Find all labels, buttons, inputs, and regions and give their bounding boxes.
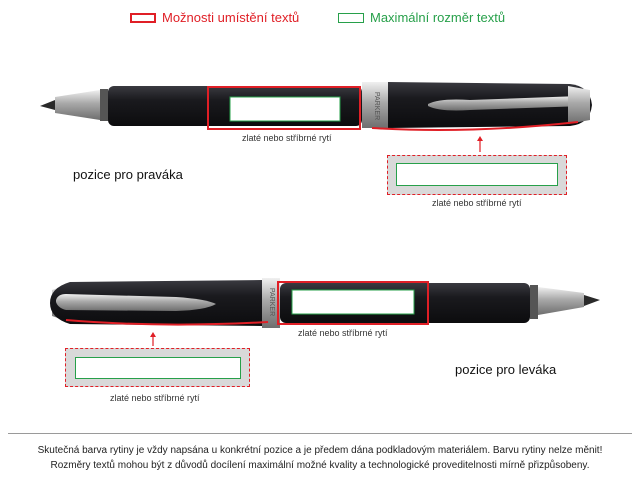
footer-divider — [8, 433, 632, 434]
pen-grip-ring — [530, 285, 538, 319]
legend-max-size-label: Maximální rozměr textů — [370, 10, 506, 25]
pen-tip-icon — [584, 295, 600, 306]
pen-cone-icon — [538, 287, 584, 315]
position-label-right: pozice pro praváka — [73, 167, 183, 182]
footer-line-1: Skutečná barva rytiny je vždy napsána u konkrétní pozice a je předem dána podkladovým materiálem. Barvu rytiny nelze měnit! — [37, 445, 603, 456]
engraving-note-left: zlaté nebo stříbrné rytí — [298, 328, 388, 338]
engraving-note-zoom-right: zlaté nebo stříbrné rytí — [432, 198, 522, 208]
pen-brand-engraving: PARKER — [268, 287, 275, 317]
engraving-note-right: zlaté nebo stříbrné rytí — [242, 133, 332, 143]
zoom-box-left — [65, 348, 250, 387]
footer-note — [0, 443, 640, 473]
arrow-up-icon — [150, 332, 156, 337]
footer-line-2: Rozměry textů mohou být z důvodů docílení maximální možné kvality a technologické proveditelnosti mírně přizpůsobeny. — [50, 460, 590, 471]
zoom-max-size-left — [75, 357, 241, 379]
legend-placement-label: Možnosti umístění textů — [162, 10, 300, 25]
max-size-barrel-box — [292, 290, 414, 314]
engraving-note-zoom-left: zlaté nebo stříbrné rytí — [110, 393, 200, 403]
pen-brand-engraving: PARKER — [373, 91, 380, 121]
position-label-left: pozice pro leváka — [455, 362, 557, 377]
